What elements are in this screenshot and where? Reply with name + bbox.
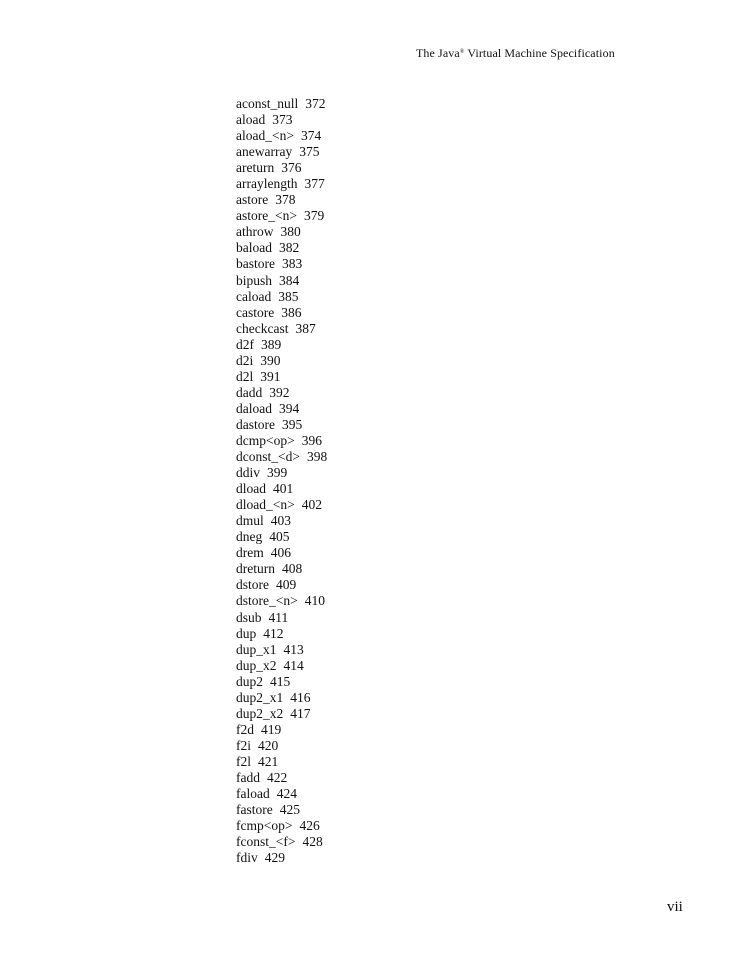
index-entry [236,240,327,256]
instruction-page-number: 415 [270,673,291,689]
index-entry [236,337,327,353]
index-entry [236,96,327,112]
instruction-name: fdiv [236,850,258,866]
instruction-name: dup2 [236,673,263,689]
index-entry [236,561,327,577]
instruction-page-number: 383 [281,256,303,272]
instruction-name: baload [236,240,272,256]
instruction-page-number: 398 [306,449,328,465]
instruction-name: ddiv [236,465,261,481]
index-entry [236,385,327,401]
index-entry [236,626,327,642]
index-entry [236,192,327,208]
instruction-index-list [236,96,327,866]
index-entry [236,449,327,465]
instruction-name: dload_<n> [236,497,295,513]
index-entry [236,513,327,529]
instruction-name: astore_<n> [236,208,297,224]
instruction-name: fcmp<op> [236,818,293,834]
instruction-name: dup_x2 [236,657,277,673]
instruction-name: anewarray [236,144,293,160]
instruction-page-number: 379 [303,208,325,224]
running-header [416,46,615,61]
instruction-page-number: 413 [283,641,304,657]
instruction-page-number: 373 [272,112,293,128]
instruction-name: castore [236,304,275,320]
instruction-name: caload [236,288,272,304]
index-entry [236,176,327,192]
index-entry [236,433,327,449]
instruction-name: fconst_<f> [236,834,296,850]
index-entry [236,658,327,674]
instruction-page-number: 384 [279,272,300,288]
index-entry [236,321,327,337]
instruction-page-number: 424 [276,786,297,802]
instruction-name: dup2_x2 [236,705,284,721]
instruction-name: dstore_<n> [236,593,298,609]
index-entry [236,770,327,786]
index-entry [236,786,327,802]
instruction-name: d2f [236,336,254,352]
instruction-name: bipush [236,272,273,288]
index-entry [236,465,327,481]
instruction-page-number: 387 [295,320,316,336]
instruction-page-number: 428 [302,834,323,850]
instruction-name: dconst_<d> [236,449,300,465]
instruction-name: dmul [236,513,264,529]
instruction-name: f2d [236,721,254,737]
instruction-page-number: 386 [281,304,302,320]
instruction-page-number: 412 [263,625,284,641]
instruction-page-number: 425 [279,802,300,818]
index-entry [236,834,327,850]
index-entry [236,256,327,272]
instruction-page-number: 391 [260,368,281,384]
instruction-page-number: 405 [269,529,290,545]
index-entry [236,642,327,658]
instruction-page-number: 390 [260,352,281,368]
index-entry [236,417,327,433]
instruction-name: dneg [236,529,263,545]
instruction-name: f2i [236,737,251,753]
instruction-name: athrow [236,224,274,240]
instruction-page-number: 411 [268,609,289,625]
index-entry [236,706,327,722]
instruction-name: drem [236,545,264,561]
index-entry [236,224,327,240]
instruction-name: aload [236,112,266,128]
index-entry [236,529,327,545]
index-entry [236,273,327,289]
instruction-page-number: 416 [290,689,311,705]
instruction-page-number: 375 [299,144,320,160]
instruction-name: dadd [236,384,263,400]
index-entry [236,610,327,626]
index-entry [236,674,327,690]
instruction-page-number: 426 [299,818,320,834]
instruction-name: f2l [236,753,251,769]
instruction-page-number: 378 [275,192,296,208]
index-entry [236,850,327,866]
index-entry [236,577,327,593]
instruction-page-number: 417 [290,705,311,721]
instruction-name: aload_<n> [236,128,294,144]
instruction-page-number: 380 [280,224,301,240]
index-entry [236,722,327,738]
instruction-name: d2l [236,368,254,384]
index-entry [236,481,327,497]
index-entry [236,128,327,144]
index-entry [236,497,327,513]
index-entry [236,401,327,417]
instruction-page-number: 421 [258,753,279,769]
instruction-page-number: 376 [281,160,302,176]
instruction-page-number: 414 [283,657,304,673]
instruction-name: fadd [236,769,260,785]
index-entry [236,112,327,128]
index-entry [236,208,327,224]
instruction-page-number: 394 [279,400,300,416]
instruction-name: dcmp<op> [236,432,295,448]
instruction-name: dup [236,625,257,641]
instruction-page-number: 420 [258,737,279,753]
instruction-name: astore [236,192,269,208]
instruction-page-number: 374 [300,128,322,144]
instruction-page-number: 422 [267,769,288,785]
header-title-prefix: The Java [416,46,460,60]
instruction-page-number: 408 [281,561,303,577]
instruction-name: dup2_x1 [236,689,284,705]
instruction-name: dstore [236,577,269,593]
instruction-page-number: 419 [261,721,282,737]
instruction-name: daload [236,400,272,416]
instruction-name: dreturn [236,561,275,577]
index-entry [236,144,327,160]
index-entry [236,738,327,754]
index-entry [236,545,327,561]
instruction-name: aconst_null [236,96,299,111]
instruction-name: d2i [236,352,254,368]
instruction-name: faload [236,786,270,802]
instruction-name: dastore [236,416,275,432]
instruction-name: dsub [236,609,262,625]
instruction-name: dload [236,481,266,497]
instruction-page-number: 395 [281,416,303,432]
instruction-name: fastore [236,802,273,818]
index-entry [236,593,327,609]
instruction-page-number: 372 [305,96,326,111]
instruction-page-number: 409 [276,577,297,593]
instruction-page-number: 396 [301,432,322,448]
instruction-name: dup_x1 [236,641,277,657]
page-number: vii [667,899,683,915]
index-entry [236,353,327,369]
index-entry [236,754,327,770]
instruction-page-number: 382 [279,240,300,256]
instruction-name: checkcast [236,320,289,336]
instruction-page-number: 429 [264,850,285,866]
index-entry [236,289,327,305]
instruction-page-number: 401 [273,481,294,497]
instruction-page-number: 392 [269,384,290,400]
instruction-name: bastore [236,256,275,272]
index-entry [236,690,327,706]
instruction-page-number: 410 [304,593,325,609]
instruction-page-number: 377 [304,176,325,192]
instruction-page-number: 385 [278,288,299,304]
header-title-suffix: Virtual Machine Specification [464,46,615,60]
instruction-name: areturn [236,160,275,176]
index-entry [236,802,327,818]
instruction-page-number: 402 [301,497,322,513]
index-entry [236,160,327,176]
instruction-page-number: 399 [267,465,288,481]
instruction-name: arraylength [236,176,298,192]
instruction-page-number: 389 [261,336,282,352]
trademark-symbol: ® [459,49,465,55]
index-entry [236,818,327,834]
index-entry [236,369,327,385]
instruction-page-number: 406 [270,545,291,561]
instruction-page-number: 403 [270,513,292,529]
index-entry [236,305,327,321]
